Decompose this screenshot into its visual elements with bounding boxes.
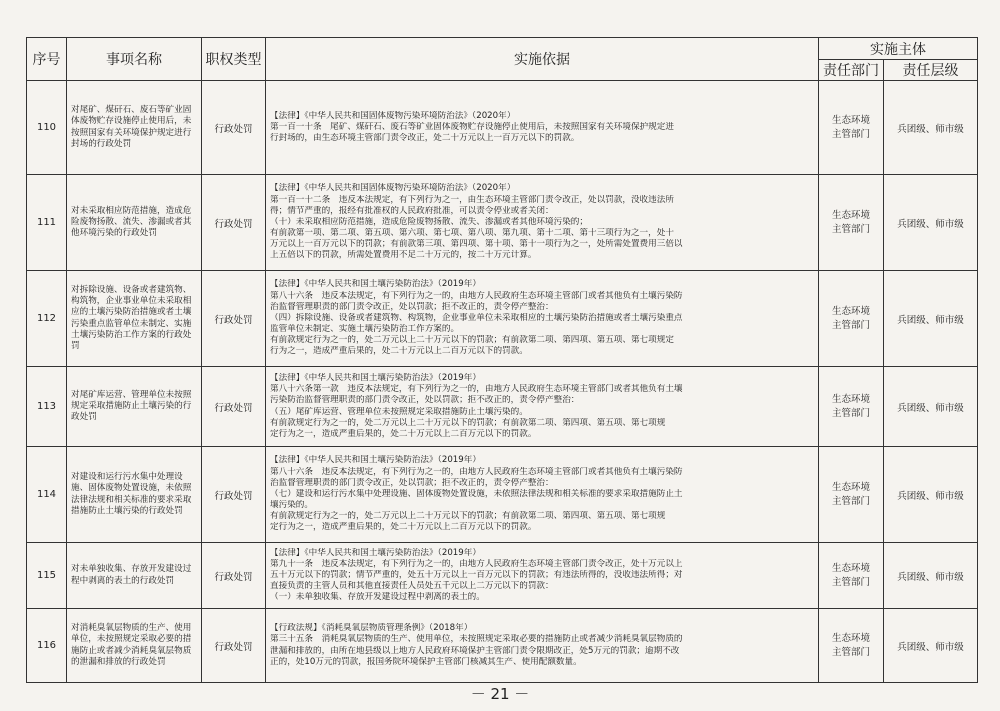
- basis-line: 【法律】《中华人民共和国土壤污染防治法》（2019年）: [270, 455, 481, 466]
- row-no: 115: [27, 543, 67, 609]
- row-power-type: 行政处罚: [202, 367, 266, 447]
- basis-line: 【法律】《中华人民共和国土壤污染防治法》（2019年）: [270, 279, 481, 290]
- header-basis: 实施依据: [266, 38, 819, 81]
- table-row: [27, 175, 978, 271]
- row-level: 兵团级、师市级: [884, 609, 978, 683]
- basis-line: 行为之一，造成严重后果的，处二十万元以上二百万元以下的罚款。: [270, 346, 528, 357]
- row-dept: [819, 367, 884, 447]
- header-name: 事项名称: [67, 38, 202, 81]
- page-number: － 21 －: [470, 685, 530, 703]
- basis-line: 定行为之一，造成严重后果的，处二十万元以上二百万元以下的罚款。: [270, 428, 537, 439]
- row-item-name: 对未采取相应防范措施，造成危险废物扬散、流失、渗漏或者其他环境污染的行政处罚: [67, 175, 202, 271]
- header-dept: 责任部门: [819, 60, 884, 81]
- basis-line: 第八十六条第一款 违反本法规定，有下列行为之一的，由地方人民政府生态环境主管部门或者其他负有土壤: [270, 384, 683, 395]
- basis-line: 五十万元以下的罚款；情节严重的，处五十万元以上一百万元以下的罚款；有违法所得的，没收违法所得；对: [270, 569, 683, 580]
- dept-line: 生态环境: [831, 394, 870, 406]
- row-dept: [819, 271, 884, 367]
- basis-line: 污染防治监督管理职责的部门责令改正，处以罚款；拒不改正的，责令停产整治：: [270, 395, 580, 406]
- row-no: 113: [27, 367, 67, 447]
- dept-line: 生态环境: [831, 633, 870, 645]
- row-level: 兵团级、师市级: [884, 447, 978, 543]
- row-no: 111: [27, 175, 67, 271]
- basis-line: 有前款第一项、第二项、第五项、第六项、第七项、第八项、第九项、第十二项、第十三项行为之一，处十: [270, 228, 674, 239]
- dept-line: 主管部门: [831, 646, 870, 658]
- basis-line: 行封场的，由生态环境主管部门责令改正，处二十万元以上一百万元以下的罚款。: [270, 133, 580, 144]
- row-power-type: 行政处罚: [202, 447, 266, 543]
- header-subject: 实施主体: [819, 38, 978, 60]
- row-level: 兵团级、师市级: [884, 175, 978, 271]
- row-dept: [819, 81, 884, 175]
- basis-line: 有前款规定行为之一的，处二万元以上二十万元以下的罚款；有前款第二项、第四项、第五项、第七项规定: [270, 335, 674, 346]
- row-no: 114: [27, 447, 67, 543]
- basis-line: 【行政法规】《消耗臭氧层物质管理条例》（2018年）: [270, 623, 473, 634]
- basis-line: （四）拆除设施、设备或者建筑物、构筑物，企业事业单位未采取相应的土壤污染防治措施或者土壤污染重点: [270, 312, 683, 323]
- row-level: 兵团级、师市级: [884, 367, 978, 447]
- dept-line: 主管部门: [831, 128, 870, 140]
- basis-line: 【法律】《中华人民共和国土壤污染防治法》（2019年）: [270, 547, 481, 558]
- row-level: 兵团级、师市级: [884, 271, 978, 367]
- basis-line: 第一百一十二条 违反本法规定，有下列行为之一，由生态环境主管部门责令改正，处以罚款，没收违法所: [270, 194, 674, 205]
- row-level: 兵团级、师市级: [884, 81, 978, 175]
- row-no: 116: [27, 609, 67, 683]
- basis-line: 上五倍以下的罚款，所需处置费用不足二十万元的，按二十万元计算。: [270, 250, 537, 261]
- header-no: 序号: [27, 38, 67, 81]
- dept-line: 生态环境: [831, 306, 870, 318]
- basis-line: 万元以上一百万元以下的罚款；有前款第三项、第四项、第十项、第十一项行为之一，处所需处置费用三倍以: [270, 239, 683, 250]
- table-row: [27, 543, 978, 609]
- row-no: 110: [27, 81, 67, 175]
- basis-line: 有前款规定行为之一的，处二万元以上二十万元以下的罚款；有前款第二项、第四项、第五项、第七项规: [270, 511, 666, 522]
- dept-line: 主管部门: [831, 407, 870, 419]
- enforcement-table: [26, 37, 978, 683]
- basis-line: （一）未单独收集、存放开发建设过程中剥离的表土的。: [270, 592, 485, 603]
- dept-line: 主管部门: [831, 223, 870, 235]
- basis-line: （五）尾矿库运营、管理单位未按照规定采取措施防止土壤污染的。: [270, 406, 528, 417]
- row-level: 兵团级、师市级: [884, 543, 978, 609]
- basis-line: 第九十一条 违反本法规定，有下列行为之一的，由地方人民政府生态环境主管部门责令改正，处十万元以上: [270, 558, 683, 569]
- header-type: 职权类型: [202, 38, 266, 81]
- row-dept: [819, 543, 884, 609]
- table-row: [27, 81, 978, 175]
- row-basis: [266, 271, 819, 367]
- row-item-name: 对未单独收集、存放开发建设过程中剥离的表土的行政处罚: [67, 543, 202, 609]
- row-dept: [819, 175, 884, 271]
- row-power-type: 行政处罚: [202, 543, 266, 609]
- row-basis: [266, 543, 819, 609]
- table-row: [27, 447, 978, 543]
- header-level: 责任层级: [884, 60, 978, 81]
- basis-line: （七）建设和运行污水集中处理设施、固体废物处置设施，未依照法律法规和相关标准的要求采取措施防止土: [270, 488, 683, 499]
- basis-line: 定行为之一，造成严重后果的，处二十万元以上二百万元以下的罚款。: [270, 522, 537, 533]
- row-dept: [819, 447, 884, 543]
- row-power-type: 行政处罚: [202, 271, 266, 367]
- basis-line: 治监督管理职责的部门责令改正，处以罚款；拒不改正的，责令停产整治：: [270, 477, 554, 488]
- basis-line: 第三十五条 消耗臭氧层物质的生产、使用单位，未按照规定采取必要的措施防止或者减少消耗臭氧层物质的: [270, 634, 683, 645]
- basis-line: 泄漏和排放的，由所在地县级以上地方人民政府环境保护主管部门责令限期改正，处5万元的罚款；逾期不改: [270, 645, 680, 656]
- row-item-name: 对尾矿、煤矸石、废石等矿业固体废物贮存设施停止使用后，未按照国家有关环境保护规定进行封场的行政处罚: [67, 81, 202, 175]
- row-dept: [819, 609, 884, 683]
- dept-line: 生态环境: [831, 210, 870, 222]
- row-power-type: 行政处罚: [202, 81, 266, 175]
- dept-line: 生态环境: [831, 563, 870, 575]
- dept-line: 主管部门: [831, 576, 870, 588]
- dept-line: 主管部门: [831, 319, 870, 331]
- basis-line: 壤污染的。: [270, 500, 313, 511]
- basis-line: 【法律】《中华人民共和国土壤污染防治法》（2019年）: [270, 372, 481, 383]
- basis-line: 第一百一十条 尾矿、煤矸石、废石等矿业固体废物贮存设施停止使用后，未按照国家有关环境保护规定进: [270, 121, 674, 132]
- row-power-type: 行政处罚: [202, 609, 266, 683]
- basis-line: 第八十六条 违反本法规定，有下列行为之一的，由地方人民政府生态环境主管部门或者其他负有土壤污染防: [270, 290, 683, 301]
- basis-line: 治监督管理职责的部门责令改正，处以罚款；拒不改正的，责令停产整治：: [270, 301, 554, 312]
- table-row: [27, 367, 978, 447]
- basis-line: （十）未采取相应防范措施，造成危险废物扬散、流失、渗漏或者其他环境污染的；: [270, 216, 588, 227]
- row-item-name: 对消耗臭氧层物质的生产、使用单位，未按照规定采取必要的措施防止或者减少消耗臭氧层物质的泄漏和排放的行政处罚: [67, 609, 202, 683]
- row-item-name: 对拆除设施、设备或者建筑物、构筑物，企业事业单位未采取相应的土壤污染防治措施或者土壤污染重点监管单位未制定、实施土壤污染防治工作方案的行政处罚: [67, 271, 202, 367]
- row-basis: [266, 367, 819, 447]
- table-row: [27, 271, 978, 367]
- row-item-name: 对尾矿库运营、管理单位未按照规定采取措施防止土壤污染的行政处罚: [67, 367, 202, 447]
- row-basis: [266, 609, 819, 683]
- row-power-type: 行政处罚: [202, 175, 266, 271]
- basis-line: 【法律】《中华人民共和国固体废物污染环境防治法》（2020年）: [270, 110, 516, 121]
- row-item-name: 对建设和运行污水集中处理设施、固体废物处置设施，未依照法律法规和相关标准的要求采取措施防止土壤污染的行政处罚: [67, 447, 202, 543]
- basis-line: 直接负责的主管人员和其他直接责任人员处五千元以上二万元以下的罚款：: [270, 581, 554, 592]
- basis-line: 有前款规定行为之一的，处二万元以上二十万元以下的罚款；有前款第二项、第四项、第五项、第七项规: [270, 417, 666, 428]
- dept-line: 生态环境: [831, 115, 870, 127]
- dept-line: 生态环境: [831, 482, 870, 494]
- row-basis: [266, 81, 819, 175]
- basis-line: 【法律】《中华人民共和国固体废物污染环境防治法》（2020年）: [270, 183, 516, 194]
- basis-line: 第八十六条 违反本法规定，有下列行为之一的，由地方人民政府生态环境主管部门或者其他负有土壤污染防: [270, 466, 683, 477]
- basis-line: 正的，处10万元的罚款，报国务院环境保护主管部门核减其生产、使用配额数量。: [270, 656, 582, 667]
- basis-line: 得；情节严重的，报经有批准权的人民政府批准，可以责令停业或者关闭：: [270, 205, 554, 216]
- basis-line: 监管单位未制定、实施土壤污染防治工作方案的。: [270, 324, 460, 335]
- row-no: 112: [27, 271, 67, 367]
- row-basis: [266, 447, 819, 543]
- row-basis: [266, 175, 819, 271]
- table-row: [27, 609, 978, 683]
- dept-line: 主管部门: [831, 495, 870, 507]
